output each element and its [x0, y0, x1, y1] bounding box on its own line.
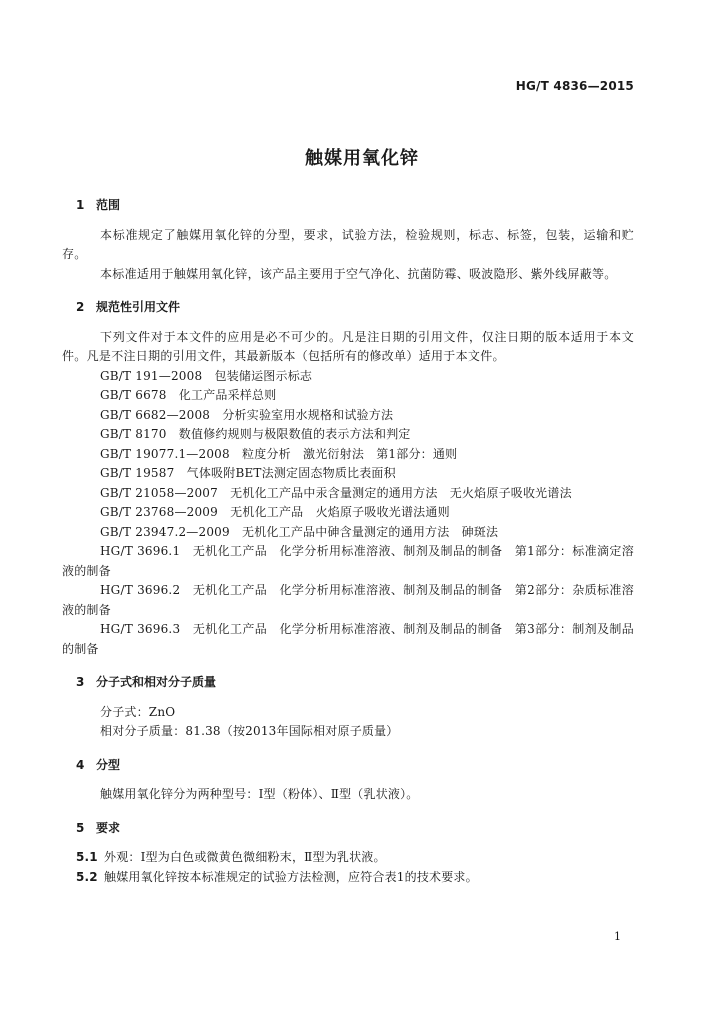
- reference-item: GB/T 23768—2009 无机化工产品 火焰原子吸收光谱法通则: [100, 505, 450, 519]
- reference-item: HG/T 3696.2 无机化工产品 化学分析用标准溶液、制剂及制品的制备 第2部分：杂质标准溶液的制备: [62, 583, 634, 617]
- reference-item: GB/T 23947.2—2009 无机化工产品中砷含量测定的通用方法 砷斑法: [100, 524, 499, 539]
- section-number: 3: [76, 675, 85, 689]
- clause-text: 触媒用氧化锌按本标准规定的试验方法检测，应符合表1的技术要求。: [104, 869, 478, 884]
- document-title: 触媒用氧化锌: [305, 148, 419, 169]
- section-heading-requirements: [76, 819, 634, 839]
- molecular-formula: 分子式：ZnO: [100, 704, 176, 719]
- section-title: 分型: [96, 757, 121, 772]
- references-intro: 下列文件对于本文件的应用是必不可少的。凡是注日期的引用文件，仅注日期的版本适用于本文件。凡是不注日期的引用文件，其最新版本（包括所有的修改单）适用于本文件。: [62, 329, 634, 363]
- requirement-item: [62, 868, 634, 888]
- section-number: 4: [76, 757, 85, 772]
- reference-item: HG/T 3696.1 无机化工产品 化学分析用标准溶液、制剂及制品的制备 第1部分：标准滴定溶液的制备: [62, 544, 634, 578]
- standard-code: HG/T 4836—2015: [515, 79, 634, 93]
- page-number: 1: [614, 930, 621, 943]
- clause-number: 5.1: [76, 850, 98, 864]
- section-title: 要求: [96, 820, 121, 835]
- classification-text: 触媒用氧化锌分为两种型号：Ⅰ型（粉体）、Ⅱ型（乳状液）。: [100, 787, 419, 801]
- scope-paragraph-2: 本标准适用于触媒用氧化锌，该产品主要用于空气净化、抗菌防霉、吸波隐形、紫外线屏蔽等。: [100, 266, 617, 281]
- reference-item: HG/T 3696.3 无机化工产品 化学分析用标准溶液、制剂及制品的制备 第3部分：制剂及制品的制备: [62, 622, 634, 656]
- reference-item: GB/T 6682—2008 分析实验室用水规格和试验方法: [100, 407, 394, 422]
- section-title: 范围: [96, 198, 121, 212]
- reference-item: GB/T 19077.1—2008 粒度分析 激光衍射法 第1部分：通则: [100, 446, 458, 461]
- document-body: [62, 196, 634, 887]
- section-number: 1: [76, 198, 85, 212]
- reference-item: GB/T 19587 气体吸附BET法测定固态物质比表面积: [100, 466, 396, 480]
- clause-text: 外观：Ⅰ型为白色或微黄色微细粉末，Ⅱ型为乳状液。: [104, 850, 386, 864]
- reference-item: GB/T 8170 数值修约规则与极限数值的表示方法和判定: [100, 427, 411, 441]
- requirement-item: [62, 848, 634, 868]
- section-number: 5: [76, 820, 85, 835]
- reference-item: GB/T 21058—2007 无机化工产品中汞含量测定的通用方法 无火焰原子吸收光谱法: [100, 485, 572, 500]
- section-heading-classification: [76, 756, 634, 776]
- section-heading-normative-references: [76, 298, 634, 318]
- reference-item: GB/T 6678 化工产品采样总则: [100, 388, 277, 402]
- clause-number: 5.2: [76, 869, 98, 884]
- scope-paragraph-1: 本标准规定了触媒用氧化锌的分型，要求，试验方法，检验规则，标志、标签，包装，运输和贮存。: [62, 227, 634, 261]
- section-heading-formula: [76, 673, 634, 693]
- section-title: 分子式和相对分子质量: [96, 675, 217, 689]
- molecular-mass: 相对分子质量：81.38（按2013年国际相对原子质量）: [100, 724, 399, 738]
- reference-item: GB/T 191—2008 包装储运图示标志: [100, 368, 313, 383]
- section-number: 2: [76, 300, 85, 314]
- section-heading-scope: [76, 196, 634, 216]
- section-title: 规范性引用文件: [96, 300, 181, 314]
